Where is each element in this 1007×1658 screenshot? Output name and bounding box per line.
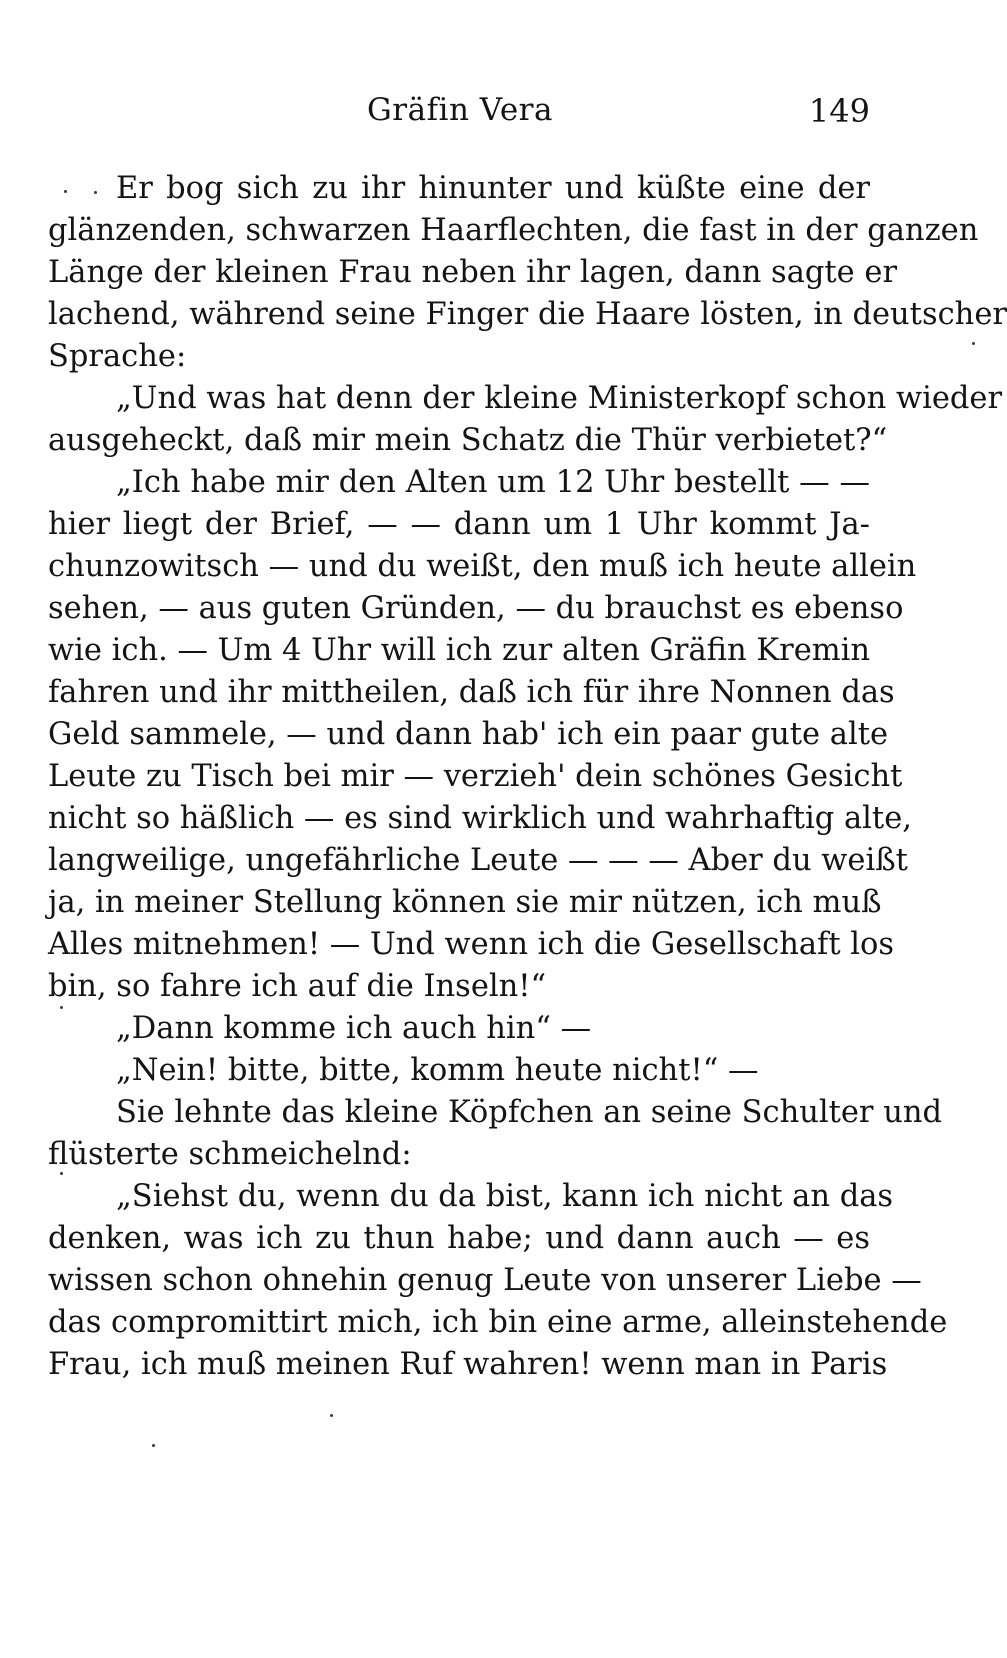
text-line: Sprache: — [48, 339, 187, 374]
scan-speck — [60, 1006, 63, 1009]
scan-speck — [64, 190, 67, 193]
body-text — [48, 168, 1007, 1386]
scan-speck — [60, 1172, 63, 1175]
scan-speck — [972, 342, 975, 345]
text-line: „Nein! bitte, bitte, komm heute nicht!“ — — [116, 1053, 759, 1088]
text-line: Geld sammele, — und dann hab' ich ein paar gute alte — [48, 717, 889, 752]
text-line: flüsterte schmeichelnd: — [48, 1137, 412, 1172]
page-header — [50, 92, 870, 142]
text-line: ja, in meiner Stellung können sie mir nützen, ich muß — [48, 885, 882, 920]
scan-speck — [330, 1414, 333, 1417]
text-line: glänzenden, schwarzen Haarflechten, die fast in der ganzen — [48, 213, 979, 248]
text-line: nicht so häßlich — es sind wirklich und wahrhaftig alte, — [48, 801, 912, 836]
text-line: „Dann komme ich auch hin“ — — [116, 1011, 592, 1046]
text-line: langweilige, ungefährliche Leute — — — Aber du weißt — [48, 843, 908, 878]
page-number: 149 — [808, 92, 870, 130]
text-line: ausgeheckt, daß mir mein Schatz die Thür verbietet?“ — [48, 423, 888, 458]
text-line: Frau, ich muß meinen Ruf wahren! wenn man in Paris — [48, 1347, 888, 1382]
text-line: denken, was ich zu thun habe; und dann auch — es — [48, 1221, 870, 1256]
text-line: „Ich habe mir den Alten um 12 Uhr bestellt — — — [116, 465, 870, 500]
scan-speck — [94, 191, 97, 194]
text-line: sehen, — aus guten Gründen, — du brauchst es ebenso — [48, 591, 904, 626]
text-line: das compromittirt mich, ich bin eine arme, alleinstehende — [48, 1305, 948, 1340]
running-title: Gräfin Vera — [367, 92, 553, 128]
text-line: chunzowitsch — und du weißt, den muß ich heute allein — [48, 549, 917, 584]
text-line: Länge der kleinen Frau neben ihr lagen, dann sagte er — [48, 255, 898, 290]
text-line: Leute zu Tisch bei mir — verzieh' dein schönes Gesicht — [48, 759, 903, 794]
text-line: fahren und ihr mittheilen, daß ich für ihre Nonnen das — [48, 675, 895, 710]
text-line: hier liegt der Brief, — — dann um 1 Uhr kommt Ja- — [48, 507, 870, 542]
text-line: wissen schon ohnehin genug Leute von unserer Liebe — — [48, 1263, 922, 1298]
text-line: lachend, während seine Finger die Haare lösten, in deutscher — [48, 297, 1007, 332]
text-line: „Siehst du, wenn du da bist, kann ich nicht an das — [116, 1179, 894, 1214]
text-line: „Und was hat denn der kleine Ministerkopf schon wieder — [116, 381, 1003, 416]
text-line: bin, so fahre ich auf die Inseln!“ — [48, 969, 547, 1004]
text-line: wie ich. — Um 4 Uhr will ich zur alten Gräfin Kremin — [48, 633, 871, 668]
text-line: Sie lehnte das kleine Köpfchen an seine Schulter und — [116, 1095, 943, 1130]
text-line: Alles mitnehmen! — Und wenn ich die Gesellschaft los — [48, 927, 895, 962]
text-line: Er bog sich zu ihr hinunter und küßte eine der — [116, 171, 870, 206]
scan-speck — [152, 1444, 155, 1447]
